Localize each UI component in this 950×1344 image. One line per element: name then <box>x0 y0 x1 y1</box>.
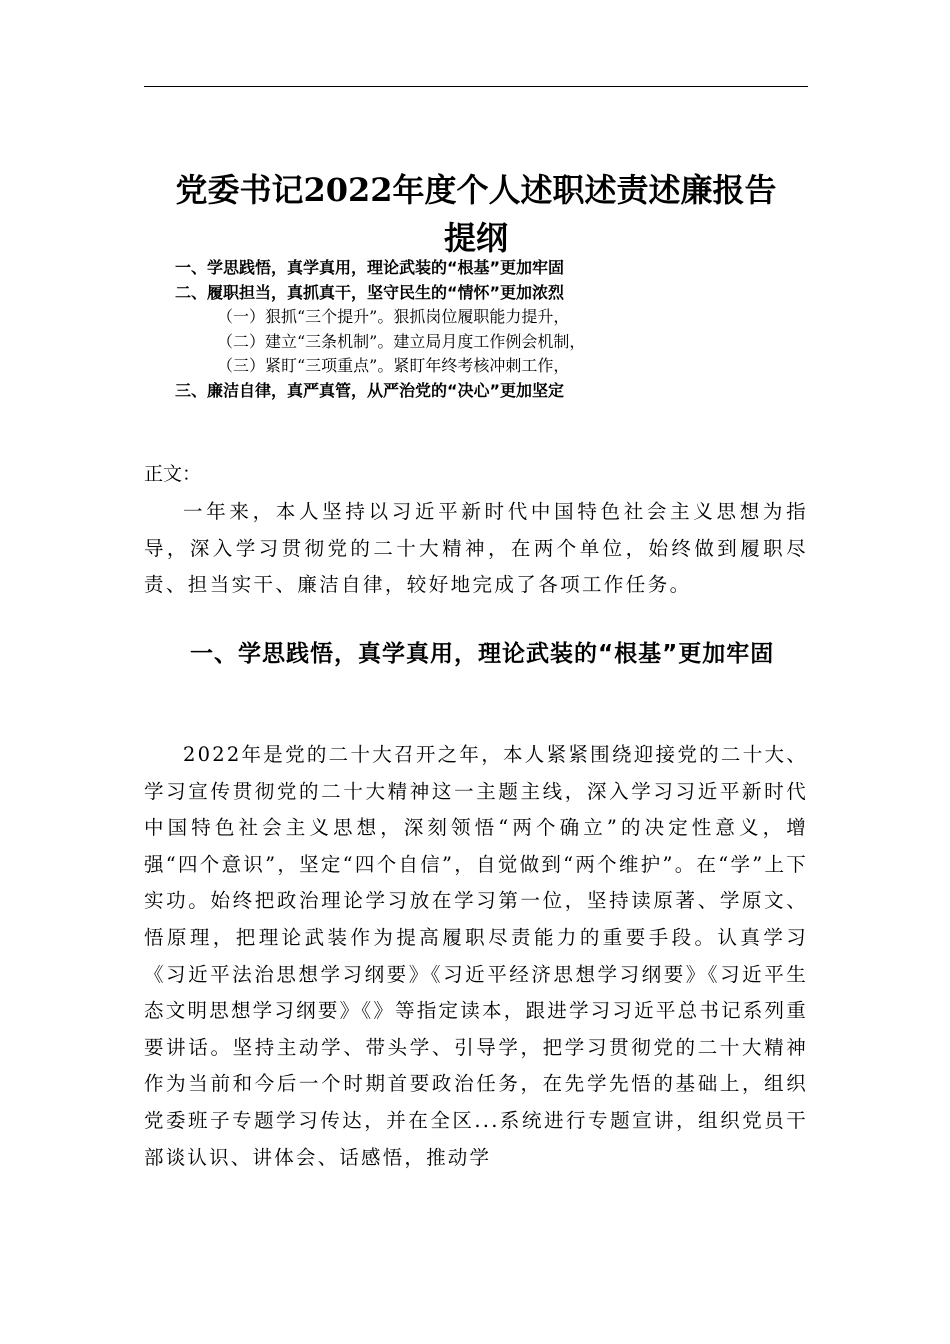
intro-paragraph: 一年来，本人坚持以习近平新时代中国特色社会主义思想为指导，深入学习贯彻党的二十大精神，在两个单位，始终做到履职尽责、担当实干、廉洁自律，较好地完成了各项工作任务。 <box>144 500 808 597</box>
outline-subitem-1: （一）狠抓“三个提升”。狠抓岗位履职能力提升， <box>217 307 570 326</box>
outline-subitem-2: （二）建立“三条机制”。建立局月度工作例会机制， <box>217 331 586 351</box>
outline <box>175 256 735 403</box>
title-line-2: 提纲 <box>443 219 508 257</box>
outline-subitem-3: （三）紧盯“三项重点”。紧盯年终考核冲刺工作， <box>217 356 570 375</box>
section-1-paragraph: 2022年是党的二十大召开之年，本人紧紧围绕迎接党的二十大、学习宣传贯彻党的二十大精神这一主题主线，深入学习习近平新时代中国特色社会主义思想，深刻领悟“两个确立”的决定性意义，增强“四个意识”，坚定“四个自信”，自觉做到“两个维护”。在“学”上下实功。始终把政治理论学习放在学习第一位，坚持读原著、学原文、悟原理，把理论武装作为提高履职尽责能力的重要手段。认真学习《习近平法治思想学习纲要》《习近平经济思想学习纲要》《习近平生态文明思想学习纲要》《》等指定读本，跟进学习习近平总书记系列重要讲话。坚持主动学、带头学、引导学，把学习贯彻党的二十大精神作为当前和今后一个时期首要政治任务，在先学先悟的基础上，组织党委班子专题学习传达，并在全区...系统进行专题宣讲，组织党员干部谈认识、讲体会、话感悟，推动学 <box>144 743 808 1169</box>
section-1-heading: 一、学思践悟，真学真用，理论武装的“根基”更加牢固 <box>190 641 775 667</box>
document-title <box>144 166 808 262</box>
title-line-1: 党委书记2022年度个人述职述责述廉报告 <box>175 171 777 209</box>
outline-item-1: 一、学思践悟，真学真用，理论武装的“根基”更加牢固 <box>175 258 565 277</box>
outline-item-2: 二、履职担当，真抓真干，坚守民生的“情怀”更加浓烈 <box>175 282 565 302</box>
header-rule <box>144 86 808 87</box>
outline-item-3: 三、廉洁自律，真严真管，从严治党的“决心”更加坚定 <box>175 380 565 400</box>
body-label: 正文： <box>144 463 202 485</box>
